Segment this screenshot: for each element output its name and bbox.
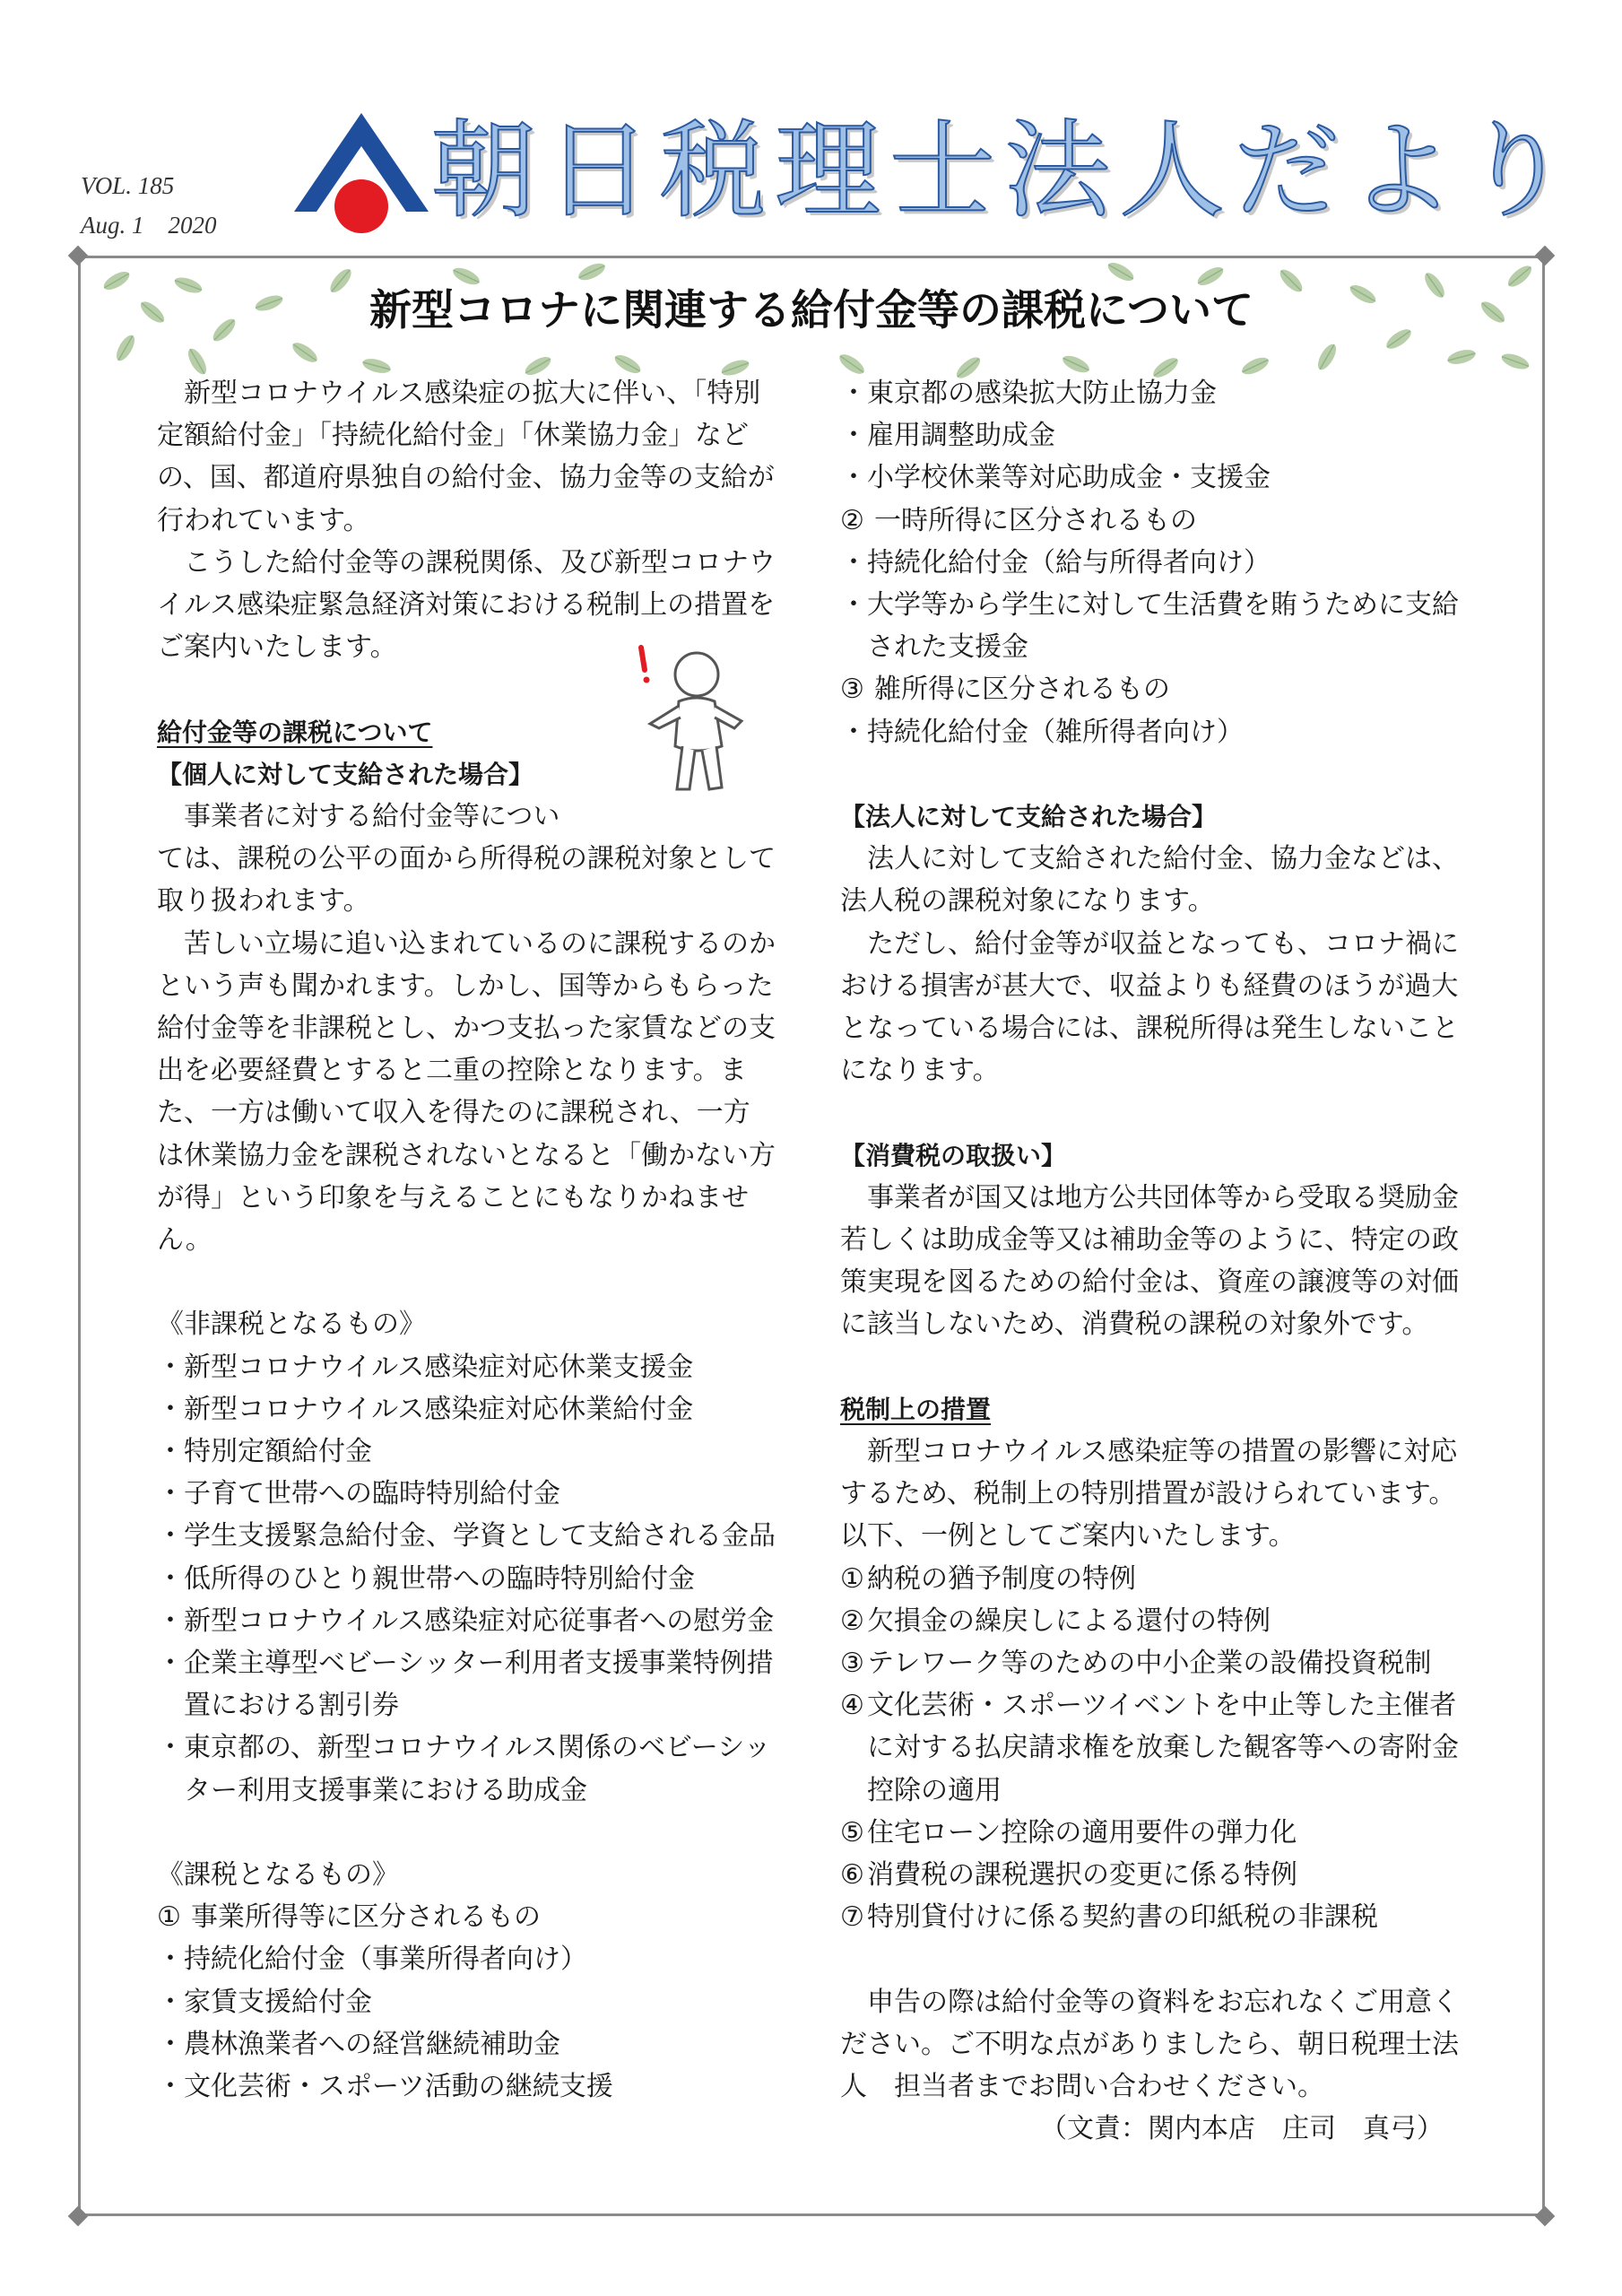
list-item: ・ 低所得のひとり親世帯への臨時特別給付金 bbox=[157, 1562, 695, 1595]
taxable-list bbox=[157, 1938, 776, 2108]
measure-item: ③ テレワーク等のための中小企業の設備投資税制 bbox=[840, 1648, 1432, 1680]
list-item: ・ 家賃支援給付金 bbox=[157, 1986, 372, 2018]
list-item: ・ 文化芸術・スポーツ活動の継続支援 bbox=[157, 2071, 613, 2103]
category-heading: ③ 雑所得に区分されるもの bbox=[840, 674, 1170, 706]
measure-item: ⑤ 住宅ローン控除の適用要件の弾力化 bbox=[840, 1816, 1297, 1848]
measure-item: ⑥ 消費税の課税選択の変更に係る特例 bbox=[840, 1859, 1297, 1892]
body-paragraph: ただし、給付金等が収益となっても、コロナ禍における損害が甚大で、収益よりも経費のほうが過大となっている場合には、課税所得は発生しないことになります。 bbox=[840, 927, 1459, 1087]
issue-date: Aug. 1 2020 bbox=[81, 212, 217, 239]
author-signature: （文責：関内本店 庄司 真弓） bbox=[1040, 2113, 1444, 2145]
list-item: ・ 東京都の、新型コロナウイルス関係のベビーシッター利用支援事業における助成金 bbox=[157, 1732, 771, 1806]
measure-item: ④ 文化芸術・スポーツイベントを中止等した主催者に対する払戻請求権を放棄した観客等への寄附金控除の適用 bbox=[840, 1690, 1459, 1806]
list-heading: 《課税となるもの》 bbox=[157, 1859, 399, 1892]
section-heading: 税制上の措置 bbox=[840, 1394, 992, 1424]
issue-info bbox=[81, 166, 217, 245]
list-item: ・ 小学校休業等対応助成金・支援金 bbox=[840, 462, 1271, 494]
list-item: ・ 大学等から学生に対して生活費を賄うために支給された支援金 bbox=[840, 589, 1459, 664]
measures-list bbox=[840, 1558, 1463, 1939]
closing-paragraph: 申告の際は給付金等の資料をお忘れなくご用意ください。ご不明な点がありましたら、朝日税理士法人 担当者までお問い合わせください。 bbox=[840, 1986, 1459, 2103]
intro-paragraph: こうした給付金等の課税関係、及び新型コロナウイルス感染症緊急経済対策における税制上の措置をご案内いたします。 bbox=[157, 546, 776, 664]
list-heading: 《非課税となるもの》 bbox=[157, 1309, 426, 1341]
article-title: 新型コロナに関連する給付金等の課税について bbox=[369, 286, 1254, 335]
measure-item: ② 欠損金の繰戻しによる還付の特例 bbox=[840, 1605, 1271, 1637]
list-item: ・ 学生支援緊急給付金、学資として支給される金品 bbox=[157, 1520, 776, 1552]
list-item: ・ 子育て世帯への臨時特別給付金 bbox=[157, 1478, 560, 1510]
list-item: ・ 農林漁業者への経営継続補助金 bbox=[157, 2028, 560, 2060]
measure-item: ① 納税の猶予制度の特例 bbox=[840, 1562, 1136, 1595]
body-paragraph: 事業者に対する給付金等につい bbox=[184, 801, 560, 833]
body-paragraph: 事業者が国又は地方公共団体等から受取る奨励金若しくは助成金等又は補助金等のように、特定の政策実現を図るための給付金は、資産の譲渡等の対価に該当しないため、消費税の課税の対象外です。 bbox=[840, 1181, 1459, 1341]
body-paragraph: ては、課税の公平の面から所得税の課税対象として取り扱われます。 bbox=[157, 843, 776, 918]
category-heading: ① 事業所得等に区分されるもの bbox=[157, 1901, 541, 1934]
list-item: ・ 持続化給付金（給与所得者向け） bbox=[840, 546, 1271, 578]
subsection-heading: 【消費税の取扱い】 bbox=[840, 1140, 1067, 1170]
body-paragraph: 新型コロナウイルス感染症等の措置の影響に対応するため、税制上の特別措置が設けられています。以下、一例としてご案内いたします。 bbox=[840, 1436, 1458, 1552]
firm-logo bbox=[285, 106, 438, 240]
list-item: ・ 持続化給付金（事業所得者向け） bbox=[157, 1944, 587, 1976]
list-item: ・ 新型コロナウイルス感染症対応従事者への慰労金 bbox=[157, 1605, 775, 1637]
right-column bbox=[840, 372, 1463, 2150]
intro-paragraph: 新型コロナウイルス感染症の拡大に伴い、「特別定額給付金」「持続化給付金」「休業協力金」などの、国、都道府県独自の給付金、協力金等の支給が行われています。 bbox=[157, 378, 775, 536]
nontaxable-list bbox=[157, 1346, 776, 1812]
section-heading: 給付金等の課税について bbox=[157, 717, 433, 747]
list-item: ・ 企業主導型ベビーシッター利用者支援事業特例措置における割引券 bbox=[157, 1648, 774, 1722]
newsletter-title: 朝日税理士法人だより bbox=[430, 109, 1579, 232]
list-item: ・ 東京都の感染拡大防止協力金 bbox=[840, 378, 1217, 409]
category-heading: ② 一時所得に区分されるもの bbox=[840, 504, 1197, 536]
list-item: ・ 雇用調整助成金 bbox=[840, 420, 1055, 452]
subsection-heading: 【個人に対して支給された場合】 bbox=[157, 759, 534, 789]
body-paragraph: 苦しい立場に追い込まれているのに課税するのかという声も聞かれます。しかし、国等からもらった給付金等を非課税とし、かつ支払った家賃などの支出を必要経費とすると二重の控除となります。また、一方は働いて収入を得たのに課税され、一方は休業協力金を課税されないとなると「働かない方が得」という印象を与えることにもなりかねません。 bbox=[157, 927, 776, 1257]
person-illustration bbox=[623, 639, 758, 796]
body-paragraph: 法人に対して支給された給付金、協力金などは、法人税の課税対象になります。 bbox=[840, 843, 1459, 918]
list-item: ・ 新型コロナウイルス感染症対応休業給付金 bbox=[157, 1393, 694, 1425]
measure-item: ⑦ 特別貸付けに係る契約書の印紙税の非課税 bbox=[840, 1901, 1378, 1934]
list-item: ・ 新型コロナウイルス感染症対応休業支援金 bbox=[157, 1351, 694, 1383]
volume-number: VOL. 185 bbox=[81, 172, 175, 199]
subsection-heading: 【法人に対して支給された場合】 bbox=[840, 802, 1218, 832]
left-column bbox=[157, 372, 776, 2108]
list-item: ・ 特別定額給付金 bbox=[157, 1436, 372, 1468]
list-item: ・ 持続化給付金（雑所得者向け） bbox=[840, 716, 1244, 748]
